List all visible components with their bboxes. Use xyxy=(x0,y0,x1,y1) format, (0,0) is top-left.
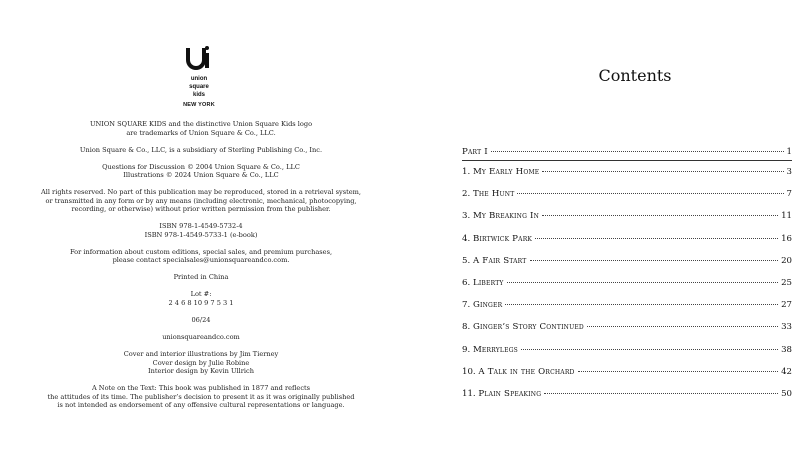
toc-title: Ginger’s Story Continued xyxy=(472,322,584,332)
toc-title: Plain Speaking xyxy=(478,389,542,399)
toc-number: 4. xyxy=(462,234,471,244)
contents-page xyxy=(400,0,800,473)
toc-leader xyxy=(521,349,778,350)
logo-word-union: union xyxy=(190,76,208,82)
toc-number: 7. xyxy=(462,300,471,310)
toc-part-page: 1 xyxy=(786,147,792,157)
toc-page: 3 xyxy=(786,167,792,177)
toc-title: A Fair Start xyxy=(472,256,527,266)
note-line-3: is not intended as endorsement of any offensive cultural representations or language. xyxy=(57,401,345,410)
interior-design-credit: Interior design by Kevin Ullrich xyxy=(148,367,254,376)
toc-title: The Hunt xyxy=(472,189,515,199)
toc-leader xyxy=(542,215,778,216)
toc-leader xyxy=(535,238,778,239)
printing-line: 2 4 6 8 10 9 7 5 3 1 xyxy=(168,299,234,308)
logo-word-square: square xyxy=(189,84,209,90)
publisher-website: unionsquareandco.com xyxy=(162,333,240,342)
toc-title: Birtwick Park xyxy=(472,234,533,244)
toc-number: 1. xyxy=(462,167,471,177)
toc-page: 11 xyxy=(781,211,792,221)
toc-page: 42 xyxy=(781,367,792,377)
toc-entry-9[interactable] xyxy=(462,345,792,357)
toc-page: 50 xyxy=(781,389,792,399)
toc-page: 27 xyxy=(781,300,792,310)
toc-number: 9. xyxy=(462,345,471,355)
toc-page: 33 xyxy=(781,322,792,332)
toc-leader xyxy=(491,151,784,152)
copyright-block xyxy=(20,120,382,410)
logo-word-kids: kids xyxy=(192,92,205,98)
rights-line-2: or transmitted in any form or by any means (including electronic, mechanical, photocopying, xyxy=(45,196,357,205)
toc-page: 16 xyxy=(781,234,792,244)
toc-leader xyxy=(544,393,778,394)
toc-page: 20 xyxy=(781,256,792,266)
toc-entry-3[interactable] xyxy=(462,211,792,223)
toc-leader xyxy=(530,260,779,261)
isbn-print: ISBN 978-1-4549-5732-4 xyxy=(159,222,243,231)
note-line-2: the attitudes of its time. The publisher’s decision to present it as it was originally published xyxy=(47,392,355,401)
toc-title: My Early Home xyxy=(472,167,540,177)
toc-entry-1[interactable] xyxy=(462,167,792,179)
toc-leader xyxy=(517,193,783,194)
toc-number: 6. xyxy=(462,278,471,288)
trademark-line-2: are trademarks of Union Square & Co., LLC. xyxy=(126,128,276,137)
toc-entry-11[interactable] xyxy=(462,389,792,401)
toc-title: Merrylegs xyxy=(472,345,518,355)
toc-title: Liberty xyxy=(472,278,504,288)
toc-entry-2[interactable] xyxy=(462,189,792,201)
logo-city: NEW YORK xyxy=(183,102,215,108)
toc-entry-6[interactable] xyxy=(462,278,792,290)
toc-leader xyxy=(587,326,778,327)
toc-part-label: Part I xyxy=(462,147,488,157)
toc-entry-10[interactable] xyxy=(462,367,792,379)
questions-copyright: Questions for Discussion © 2004 Union Square & Co., LLC xyxy=(102,162,300,171)
illustrator-credit: Cover and interior illustrations by Jim Tierney xyxy=(123,350,279,358)
cover-design-credit: Cover design by Julie Robine xyxy=(152,358,250,367)
toc-title: Ginger xyxy=(472,300,503,310)
subsidiary-line: Union Square & Co., LLC, is a subsidiary of Sterling Publishing Co., Inc. xyxy=(79,145,323,154)
toc-leader xyxy=(505,304,778,305)
toc-leader xyxy=(507,282,778,283)
toc-number: 11. xyxy=(462,389,476,399)
special-sales-line-2: please contact specialsales@unionsquareandco.com. xyxy=(112,256,290,265)
note-line-1: A Note on the Text: This book was published in 1877 and reflects xyxy=(91,384,311,393)
toc-entry-4[interactable] xyxy=(462,234,792,246)
printed-in: Printed in China xyxy=(173,273,229,282)
toc-entry-5[interactable] xyxy=(462,256,792,268)
contents-title: Contents xyxy=(598,66,672,85)
toc-title: A Talk in the Orchard xyxy=(478,367,575,377)
illustrations-copyright: Illustrations © 2024 Union Square & Co., LLC xyxy=(123,171,279,180)
special-sales-line-1: For information about custom editions, special sales, and premium purchases, xyxy=(69,247,333,256)
toc-number: 10. xyxy=(462,367,476,377)
print-date: 06/24 xyxy=(191,316,211,325)
isbn-ebook: ISBN 978-1-4549-5733-1 (e-book) xyxy=(144,230,258,239)
toc-leader xyxy=(542,171,783,172)
toc-number: 3. xyxy=(462,211,471,221)
rights-line-3: recording, or otherwise) without prior written permission from the publisher. xyxy=(71,205,331,214)
toc-leader xyxy=(578,371,779,372)
toc-number: 5. xyxy=(462,256,471,266)
toc-number: 2. xyxy=(462,189,471,199)
toc-part-row[interactable] xyxy=(462,147,792,159)
toc-number: 8. xyxy=(462,322,471,332)
toc-entry-7[interactable] xyxy=(462,300,792,312)
toc-page: 38 xyxy=(781,345,792,355)
toc-entry-8[interactable] xyxy=(462,322,792,334)
toc-title: My Breaking In xyxy=(472,211,540,221)
trademark-line-1: UNION SQUARE KIDS and the distinctive Union Square Kids logo xyxy=(89,120,313,128)
toc-page: 25 xyxy=(781,278,792,288)
rights-line-1: All rights reserved. No part of this publication may be reproduced, stored in a retrieval system, xyxy=(40,188,361,197)
lot-label: Lot #: xyxy=(190,290,212,299)
publisher-logo xyxy=(176,44,222,108)
toc-part-divider xyxy=(462,147,792,157)
union-square-kids-logo-icon xyxy=(184,44,214,74)
toc-page: 7 xyxy=(786,189,792,199)
